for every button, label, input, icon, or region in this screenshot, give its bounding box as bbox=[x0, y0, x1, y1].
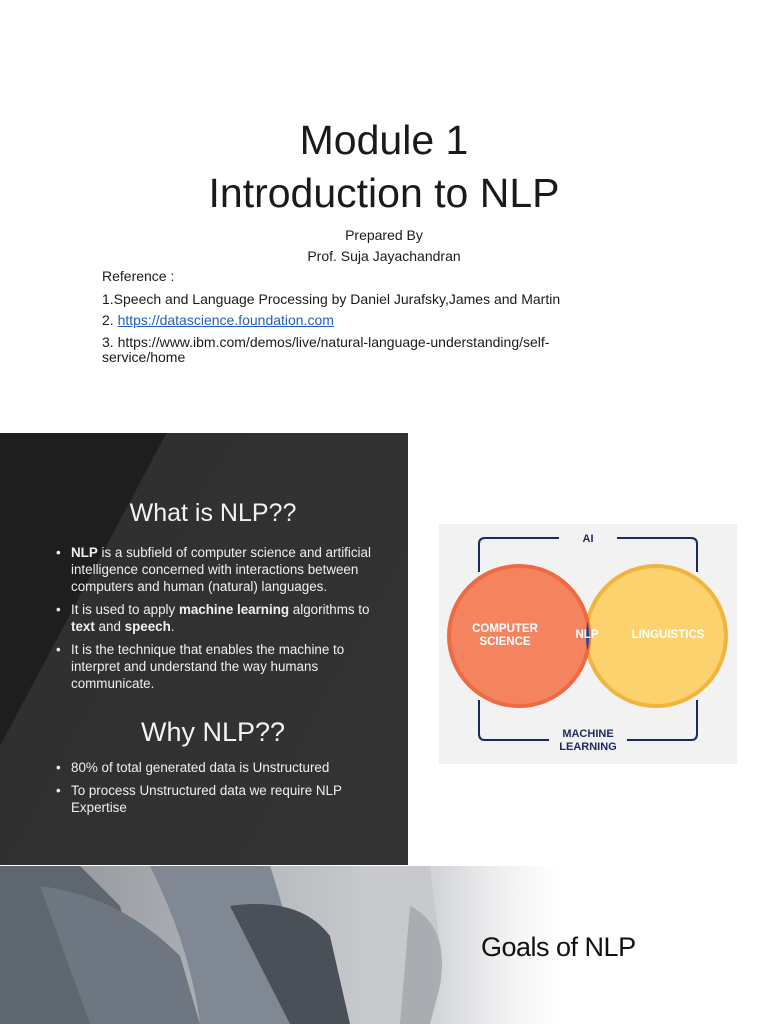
venn-diagram-image bbox=[439, 524, 737, 764]
reference-item-1: 1.Speech and Language Processing by Daniel Jurafsky,James and Martin bbox=[102, 291, 561, 307]
nlp-label: NLP bbox=[575, 629, 599, 641]
prepared-by-label: Prepared By bbox=[345, 227, 423, 243]
list-item-text: 80% of total generated data is Unstructured bbox=[71, 760, 330, 775]
list-item bbox=[56, 782, 376, 816]
bold-term: text bbox=[71, 619, 95, 634]
list-item-text: . bbox=[170, 619, 175, 634]
list-item-text: It is used to apply bbox=[71, 602, 179, 617]
machine-learning-label-2: LEARNING bbox=[559, 741, 617, 753]
what-is-nlp-slide bbox=[0, 433, 408, 865]
why-nlp-heading: Why NLP?? bbox=[140, 717, 286, 747]
slide-title-line1: Module 1 bbox=[299, 117, 469, 163]
bold-term: machine learning bbox=[178, 602, 290, 617]
why-nlp-list bbox=[56, 759, 376, 822]
bold-term: speech bbox=[124, 619, 171, 634]
list-item-text: algorithms to bbox=[289, 602, 370, 617]
title-slide bbox=[0, 0, 768, 432]
what-is-nlp-heading: What is NLP?? bbox=[129, 499, 297, 527]
bold-term: NLP bbox=[71, 545, 98, 560]
what-is-nlp-list bbox=[56, 544, 376, 698]
linguistics-label: LINGUISTICS bbox=[631, 629, 705, 641]
goals-of-nlp-slide bbox=[0, 866, 768, 1024]
people-at-work-photo bbox=[0, 866, 560, 1024]
reference-item-3-line2: service/home bbox=[102, 348, 186, 365]
list-item bbox=[56, 641, 376, 692]
reference-item-3-line1: 3. https://www.ibm.com/demos/live/natural-language-understanding/self- bbox=[102, 334, 550, 350]
list-item bbox=[56, 601, 376, 635]
author-name: Prof. Suja Jayachandran bbox=[307, 248, 461, 264]
venn-diagram bbox=[439, 524, 737, 764]
list-item-text: is a subfield of computer science and artificial intelligence concerned with interactions between computers and human (natural) languages. bbox=[71, 545, 371, 594]
computer-science-label-1: COMPUTER bbox=[472, 623, 538, 635]
reference-item-3 bbox=[102, 335, 622, 364]
computer-science-label-2: SCIENCE bbox=[479, 636, 531, 648]
list-item-text: and bbox=[94, 619, 125, 634]
list-item-text: To process Unstructured data we require NLP Expertise bbox=[71, 783, 342, 815]
reference-item-2 bbox=[102, 313, 602, 328]
reference-heading: Reference : bbox=[102, 268, 175, 284]
slide-title-line2: Introduction to NLP bbox=[208, 170, 560, 216]
reference-item-2-prefix: 2. bbox=[102, 312, 118, 328]
list-item bbox=[56, 759, 376, 776]
list-item bbox=[56, 544, 376, 595]
ai-label: AI bbox=[582, 533, 594, 545]
machine-learning-label-1: MACHINE bbox=[562, 728, 614, 740]
reference-link[interactable]: https://datascience.foundation.com bbox=[117, 312, 334, 328]
goals-heading: Goals of NLP bbox=[481, 932, 636, 962]
list-item-text: It is the technique that enables the machine to interpret and understand the way humans communicate. bbox=[71, 642, 345, 691]
